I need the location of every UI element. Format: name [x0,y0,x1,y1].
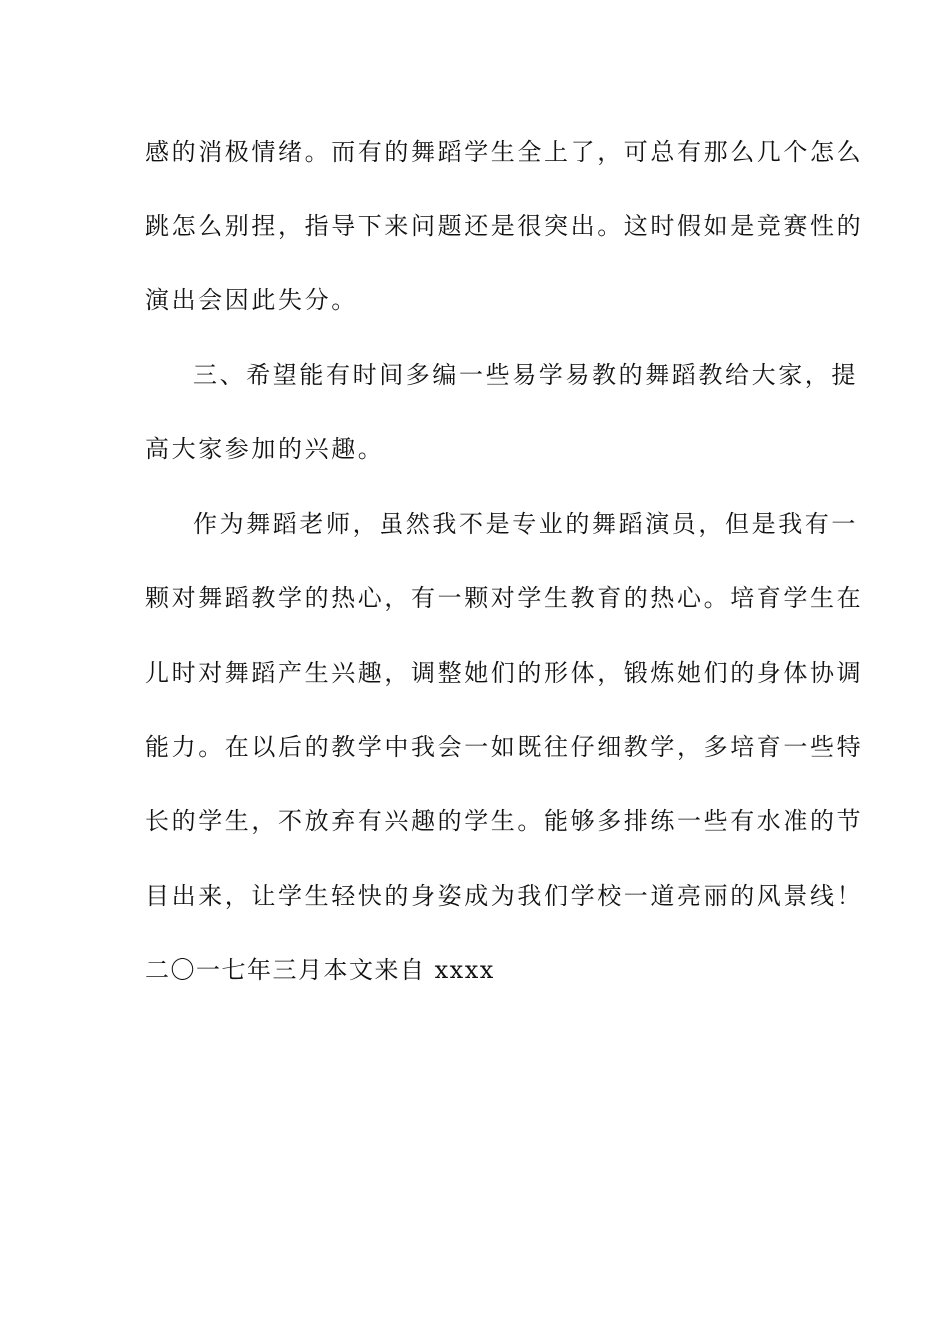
paragraph-3-line-5: 长的学生，不放弃有兴趣的学生。能够多排练一些有水准的节 [145,807,864,835]
paragraph-1-line-1: 感的消极情绪。而有的舞蹈学生全上了，可总有那么几个怎么 [145,138,864,166]
paragraph-3-line-2: 颗对舞蹈教学的热心，有一颗对学生教育的热心。培育学生在 [145,584,864,612]
paragraph-2-line-1: 三、希望能有时间多编一些易学易教的舞蹈教给大家，提 [193,361,858,389]
paragraph-3-line-4: 能力。在以后的教学中我会一如既往仔细教学，多培育一些特 [145,733,864,761]
paragraph-3-line-1: 作为舞蹈老师，虽然我不是专业的舞蹈演员，但是我有一 [193,510,858,538]
paragraph-1-line-2: 跳怎么别捏，指导下来问题还是很突出。这时假如是竞赛性的 [145,212,864,240]
paragraph-3-line-3: 儿时对舞蹈产生兴趣，调整她们的形体，锻炼她们的身体协调 [145,659,864,687]
paragraph-1-line-3: 演出会因此失分。 [145,286,358,314]
closing-date-line: 二〇一七年三月本文来自 xxxx [145,956,495,984]
paragraph-2-line-2: 高大家参加的兴趣。 [145,435,385,463]
paragraph-3-line-6: 目出来，让学生轻快的身姿成为我们学校一道亮丽的风景线！ [145,882,864,910]
